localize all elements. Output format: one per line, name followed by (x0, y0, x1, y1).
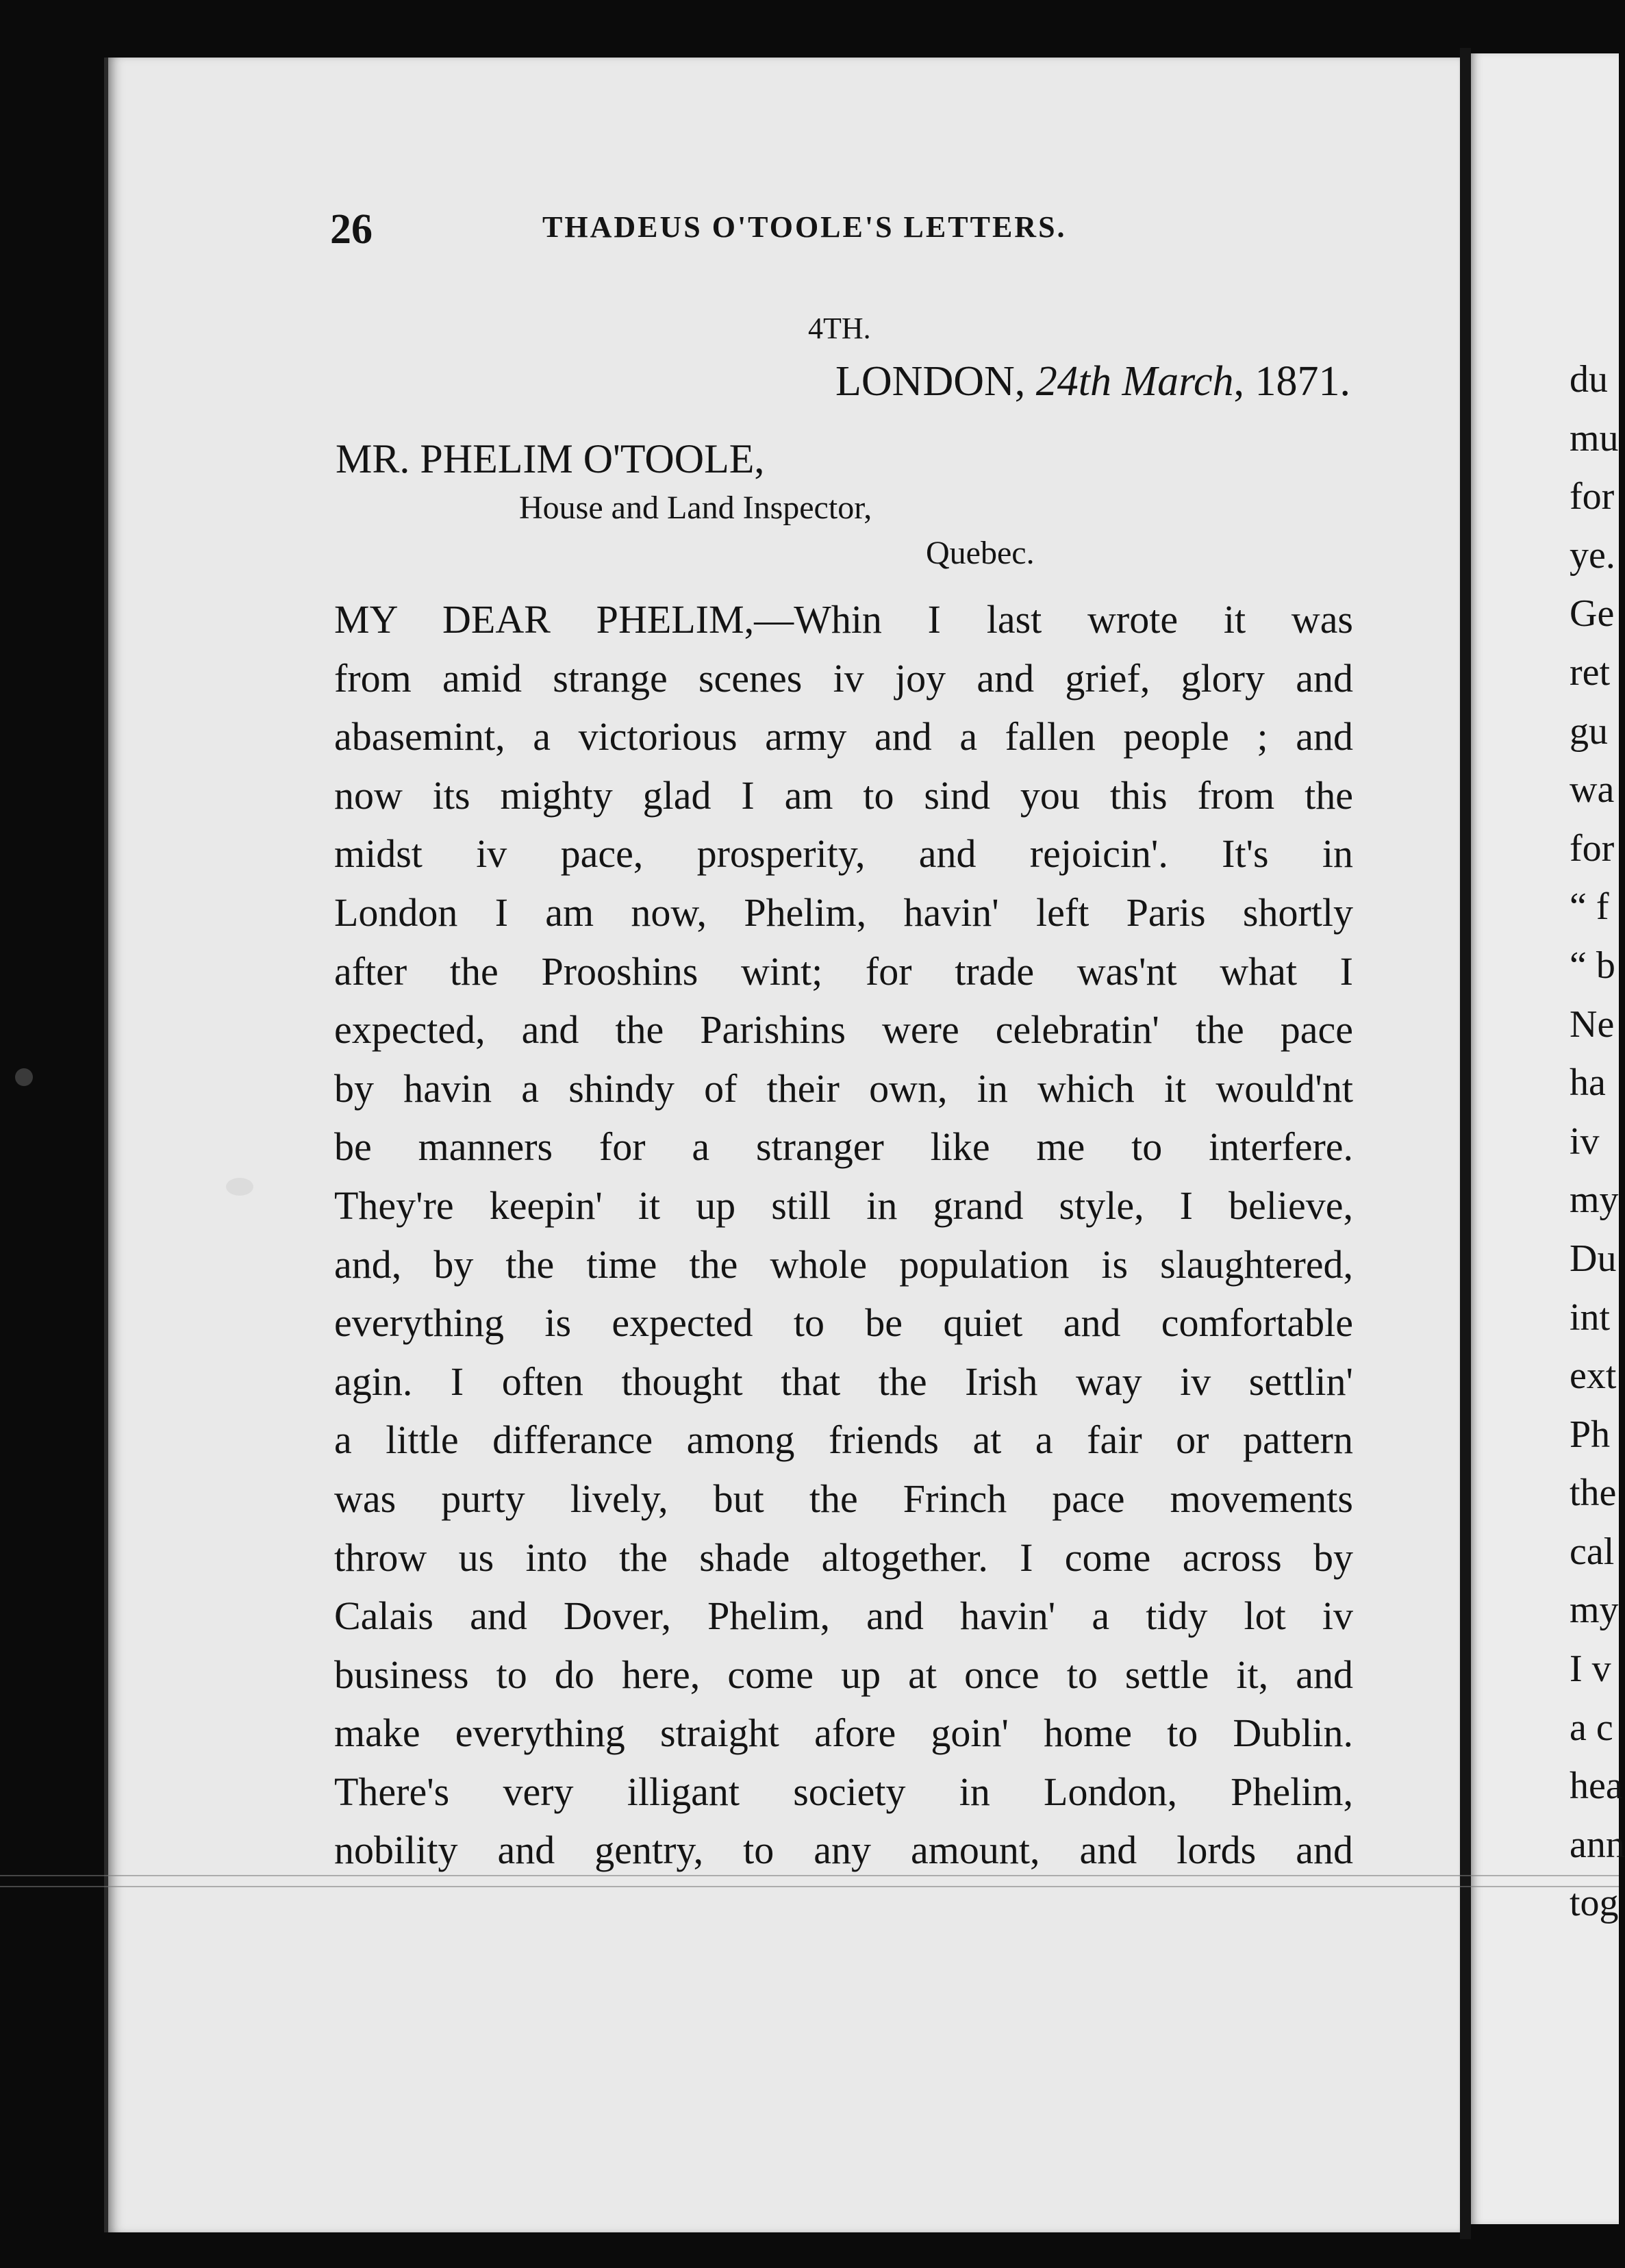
body-line: expected, and the Parishins were celebratin' the pace (334, 1007, 1353, 1053)
dateline-year: 1871. (1255, 358, 1350, 405)
body-line: abasemint, a victorious army and a fallen people ; and (334, 714, 1353, 759)
scan-artifact-line (0, 1886, 1619, 1887)
body-line: by havin a shindy of their own, in which it would'nt (334, 1066, 1353, 1111)
body-line: There's very illigant society in London, Phelim, (334, 1769, 1353, 1814)
body-line (334, 590, 1353, 649)
facing-page-fragment: ext (1570, 1354, 1617, 1398)
body-line: They're keepin' it up still in grand style, I believe, (334, 1183, 1353, 1228)
recipient-name: MR. PHELIM O'TOOLE, (336, 436, 765, 481)
facing-page-fragment: for (1570, 827, 1615, 870)
recipient-title: House and Land Inspector, (519, 490, 872, 526)
book-gutter (1460, 48, 1471, 2239)
facing-page-fragment: iv (1570, 1120, 1600, 1163)
body-line: a little differance among friends at a fair or pattern (334, 1418, 1353, 1463)
body-line-text: —Whin I last wrote it was (754, 597, 1354, 642)
page-number: 26 (330, 206, 373, 253)
facing-page-fragment: ret (1570, 651, 1611, 694)
facing-page-fragment: du (1570, 358, 1608, 401)
body-line: after the Prooshins wint; for trade was'nt what I (334, 948, 1353, 994)
facing-page-fragment: gu (1570, 709, 1608, 753)
body-line: throw us into the shade altogether. I come across by (334, 1535, 1353, 1580)
body-line: midst iv pace, prosperity, and rejoicin'. It's in (334, 831, 1353, 877)
recipient-city: Quebec. (926, 535, 1035, 571)
body-line: everything is expected to be quiet and comfortable (334, 1300, 1353, 1346)
letter-number: 4TH. (808, 312, 871, 345)
facing-page-fragment: I v (1570, 1648, 1611, 1691)
facing-page-fragment: hea (1570, 1765, 1623, 1808)
dateline-place: LONDON (835, 358, 1015, 405)
dateline-day: 24th March (1035, 358, 1234, 405)
dateline: LONDON, 24th March, 1871. (835, 358, 1350, 405)
facing-page-fragment: tog (1570, 1882, 1619, 1925)
facing-page-fragment: “ f (1570, 885, 1609, 929)
paper-speck (226, 1178, 253, 1196)
body-line: from amid strange scenes iv joy and grief, glory and (334, 655, 1353, 701)
facing-page-fragment: int (1570, 1296, 1611, 1339)
facing-page-fragment: Ge (1570, 592, 1615, 635)
greeting: MY DEAR PHELIM, (334, 597, 755, 642)
facing-page-fragment: Du (1570, 1237, 1617, 1280)
body-line: be manners for a stranger like me to interfere. (334, 1124, 1353, 1170)
body-line: agin. I often thought that the Irish way iv settlin' (334, 1359, 1353, 1404)
body-line: was purty lively, but the Frinch pace movements (334, 1476, 1353, 1521)
facing-page-fragment: ha (1570, 1061, 1606, 1105)
facing-page-fragment: “ b (1570, 944, 1615, 987)
facing-page-fragment: wa (1570, 768, 1615, 811)
facing-page-fragment: Ne (1570, 1003, 1615, 1046)
paper-speck (15, 1068, 33, 1086)
body-line: and, by the time the whole population is slaughtered, (334, 1242, 1353, 1287)
facing-page-fragment: the (1570, 1472, 1617, 1515)
facing-page-fragment: my (1570, 1589, 1619, 1632)
body-line: Calais and Dover, Phelim, and havin' a tidy lot iv (334, 1593, 1353, 1639)
facing-page-fragment: ye. (1570, 533, 1615, 577)
body-line: London I am now, Phelim, havin' left Paris shortly (334, 890, 1353, 935)
body-line: business to do here, come up at once to settle it, and (334, 1652, 1353, 1697)
facing-page-text (1570, 351, 1625, 1933)
body-line: make everything straight afore goin' home to Dublin. (334, 1711, 1353, 1756)
body-line: nobility and gentry, to any amount, and lords and (334, 1828, 1353, 1873)
facing-page-fragment: ann (1570, 1823, 1625, 1866)
running-title: THADEUS O'TOOLE'S LETTERS. (542, 210, 1067, 244)
body-line: now its mighty glad I am to sind you this from the (334, 772, 1353, 818)
letter-body (334, 590, 1353, 1880)
facing-page-fragment: my (1570, 1179, 1619, 1222)
facing-page-fragment: for (1570, 475, 1615, 518)
facing-page-fragment: Ph (1570, 1413, 1611, 1456)
facing-page-fragment: mu (1570, 416, 1619, 459)
facing-page-fragment: cal (1570, 1530, 1615, 1573)
facing-page-fragment: a c (1570, 1706, 1613, 1749)
